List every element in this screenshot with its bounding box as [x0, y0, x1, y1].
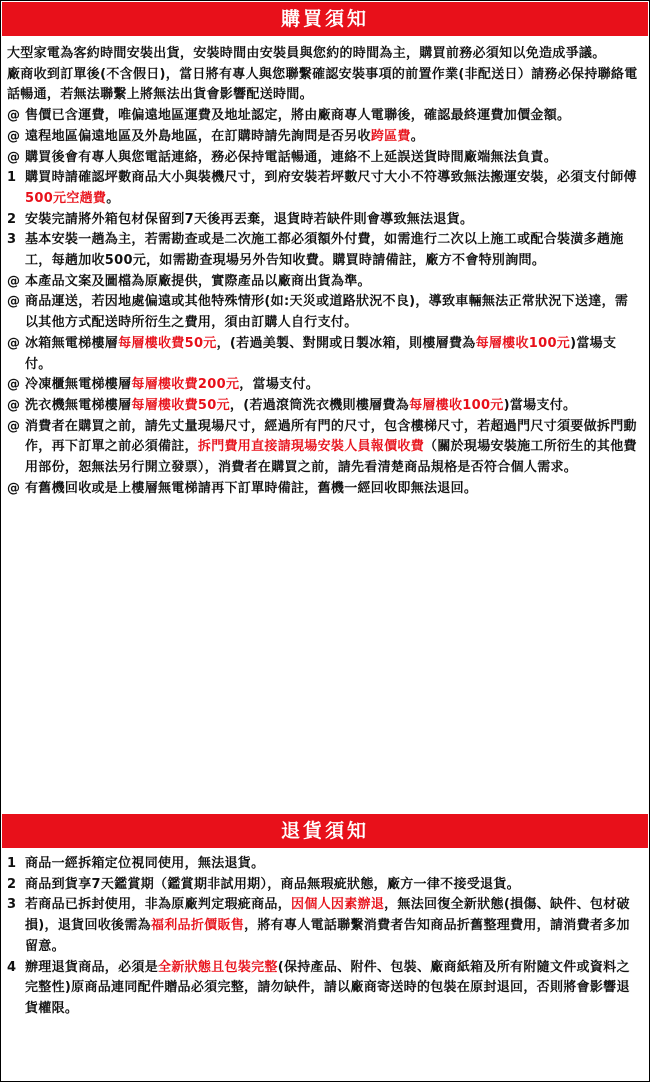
item-text: ，無法回復全新狀態(損傷、缺件、包材破損)，退貨回收後需為	[25, 897, 630, 934]
bullet-mark: @	[7, 294, 21, 310]
item-text: ，當場支付。	[239, 377, 320, 393]
highlight-text: 每層樓收100元	[409, 397, 504, 413]
item-text: 安裝完請將外箱包材保留到7天後再丟棄，退貨時若缺件則會導致無法退貨。	[25, 211, 474, 227]
item-text: 遠程地區偏遠地區及外島地區，在訂購時請先詢問是否另收	[25, 128, 371, 144]
item-text: 基本安裝一趟為主，若需勘查或是二次施工都必須額外付費，如需進行二次以上施工或配合裝潢多趟施工，每趟加收500元，如需勘查現場另外告知收費。購買時請備註，廠方不會特別詢問。	[25, 232, 624, 269]
item-text: ，(若過滾筒洗衣機則樓層費為	[229, 397, 410, 413]
item-text: 有舊機回收或是上樓層無電梯請再下訂單時備註，舊機一經回收即無法退回。	[25, 480, 478, 496]
bullet-number: 3	[7, 232, 17, 248]
bullet-mark: @	[7, 108, 21, 124]
list-item	[7, 106, 641, 127]
item-text: 售價已含運費，唯偏遠地區運費及地址認定，將由廠商專人電聯後，確認最終運費加價金額。	[25, 108, 571, 124]
bullet-mark: @	[7, 397, 21, 413]
highlight-text: 福利品折價販售	[150, 918, 245, 934]
item-text: 辦理退貨商品，必須是	[25, 959, 159, 975]
return-notice-header	[2, 814, 648, 848]
item-text: 商品運送，若因地處偏遠或其他特殊情形(如:天災或道路狀況不良)，導致車輛無法正常狀況下送達，需以其他方式配送時所衍生之費用，須由訂購人自行支付。	[25, 294, 629, 331]
item-text: ，(若過美製、對開或日製冰箱，則樓層費為	[216, 335, 476, 351]
intro-paragraph: 廠商收到訂單後(不含假日)，當日將有專人與您聯繫確認安裝事項的前置作業(非配送日）請務必保持聯絡電話暢通，若無法聯繫上將無法出貨會影響配送時間。	[7, 66, 638, 103]
bullet-number: 1	[7, 856, 17, 871]
list-item	[7, 417, 641, 479]
list-item	[7, 854, 641, 875]
item-text: ，將有專人電話聯繫消費者告知商品折舊整理費用，請消費者多加留意。	[25, 918, 630, 954]
list-item	[7, 895, 641, 957]
list-item	[7, 479, 641, 500]
highlight-text: 拆門費用直接請現場安裝人員報價收費	[197, 439, 425, 455]
return-notice-title: 退貨須知	[280, 820, 369, 842]
item-text: 購買時請確認坪數商品大小與裝機尺寸，到府安裝若坪數尺寸大小不符導致無法搬運安裝，必須支付師傅	[25, 170, 637, 186]
item-text: 商品一經拆箱定位視同使用，無法退貨。	[25, 856, 265, 871]
intro-paragraph: 大型家電為客約時間安裝出貨，安裝時間由安裝員與您約的時間為主，購買前務必須知以免造成爭議。	[7, 46, 606, 61]
item-text: 。	[106, 190, 120, 206]
item-text: 冷凍櫃無電梯樓層	[25, 377, 132, 393]
purchase-notice-header	[2, 2, 648, 36]
bullet-mark: @	[7, 377, 21, 393]
list-item	[7, 375, 641, 396]
item-text: 冰箱無電梯樓層	[25, 335, 119, 351]
bullet-mark: @	[7, 128, 21, 144]
item-text: 。	[410, 128, 425, 144]
bullet-number: 2	[7, 211, 17, 227]
return-notice-body	[7, 854, 641, 1020]
list-item	[7, 210, 641, 231]
list-item	[7, 292, 641, 333]
list-item	[7, 958, 641, 1020]
bullet-mark: @	[7, 418, 21, 434]
bullet-mark: @	[7, 149, 21, 165]
item-text: 若商品已拆封使用，非為原廠判定瑕疵商品，	[25, 897, 292, 913]
bullet-mark: @	[7, 480, 21, 496]
bullet-number: 2	[7, 876, 17, 892]
highlight-text: 每層樓收費50元	[131, 397, 230, 413]
highlight-text: 每層樓收100元	[475, 335, 571, 351]
list-item	[7, 148, 641, 169]
item-text: 消費者在購買之前，請先丈量現場尺寸，經過所有門的尺寸，包含樓梯尺寸，若超過門尺寸須要做拆門動作，再下訂單之前必須備註，	[25, 418, 637, 455]
list-item	[7, 875, 641, 896]
highlight-text: 每層樓收費50元	[118, 335, 217, 351]
list-item	[7, 127, 641, 148]
bullet-number: 3	[7, 897, 17, 913]
purchase-notice-body	[7, 44, 641, 499]
item-text: (保持產品、附件、包裝、廠商紙箱及所有附隨文件或資料之完整性)原商品連同配件贈品必須完整，請勿缺件，請以廠商寄送時的包裝在原封退回，否則將會影響退貨權限。	[25, 959, 630, 1016]
highlight-text: 全新狀態且包裝完整	[158, 959, 278, 975]
item-text: 洗衣機無電梯樓層	[25, 397, 132, 413]
item-text: （關於現場安裝施工所衍生的其他費用部份，恕無法另行開立發票），消費者在購買之前，請先看清楚商品規格是否符合個人需求。	[25, 439, 637, 476]
item-text: 本產品文案及圖檔為原廠提供，實際產品以廠商出貨為準。	[25, 273, 371, 289]
bullet-mark: @	[7, 335, 21, 351]
list-item	[7, 272, 641, 293]
list-item	[7, 396, 641, 417]
list-item	[7, 334, 641, 375]
purchase-notice-title: 購買須知	[280, 8, 369, 30]
highlight-text: 跨區費	[370, 128, 411, 144]
highlight-text: 500元空趟費	[25, 190, 107, 206]
bullet-mark: @	[7, 273, 21, 289]
item-text: )當場支付。	[503, 397, 577, 413]
highlight-text: 因個人因素辦退	[291, 897, 385, 913]
item-text: 購買後會有專人與您電話連絡，務必保持電話暢通，連絡不上延誤送貨時間廠端無法負責。	[25, 149, 558, 165]
bullet-number: 1	[7, 170, 17, 186]
item-text: )當場支付。	[25, 335, 617, 372]
list-item	[7, 168, 641, 209]
list-item	[7, 230, 641, 271]
bullet-number: 4	[7, 959, 17, 975]
item-text: 商品到貨享7天鑑賞期（鑑賞期非試用期），商品無瑕疵狀態，廠方一律不接受退貨。	[25, 876, 520, 892]
highlight-text: 每層樓收費200元	[131, 377, 240, 393]
